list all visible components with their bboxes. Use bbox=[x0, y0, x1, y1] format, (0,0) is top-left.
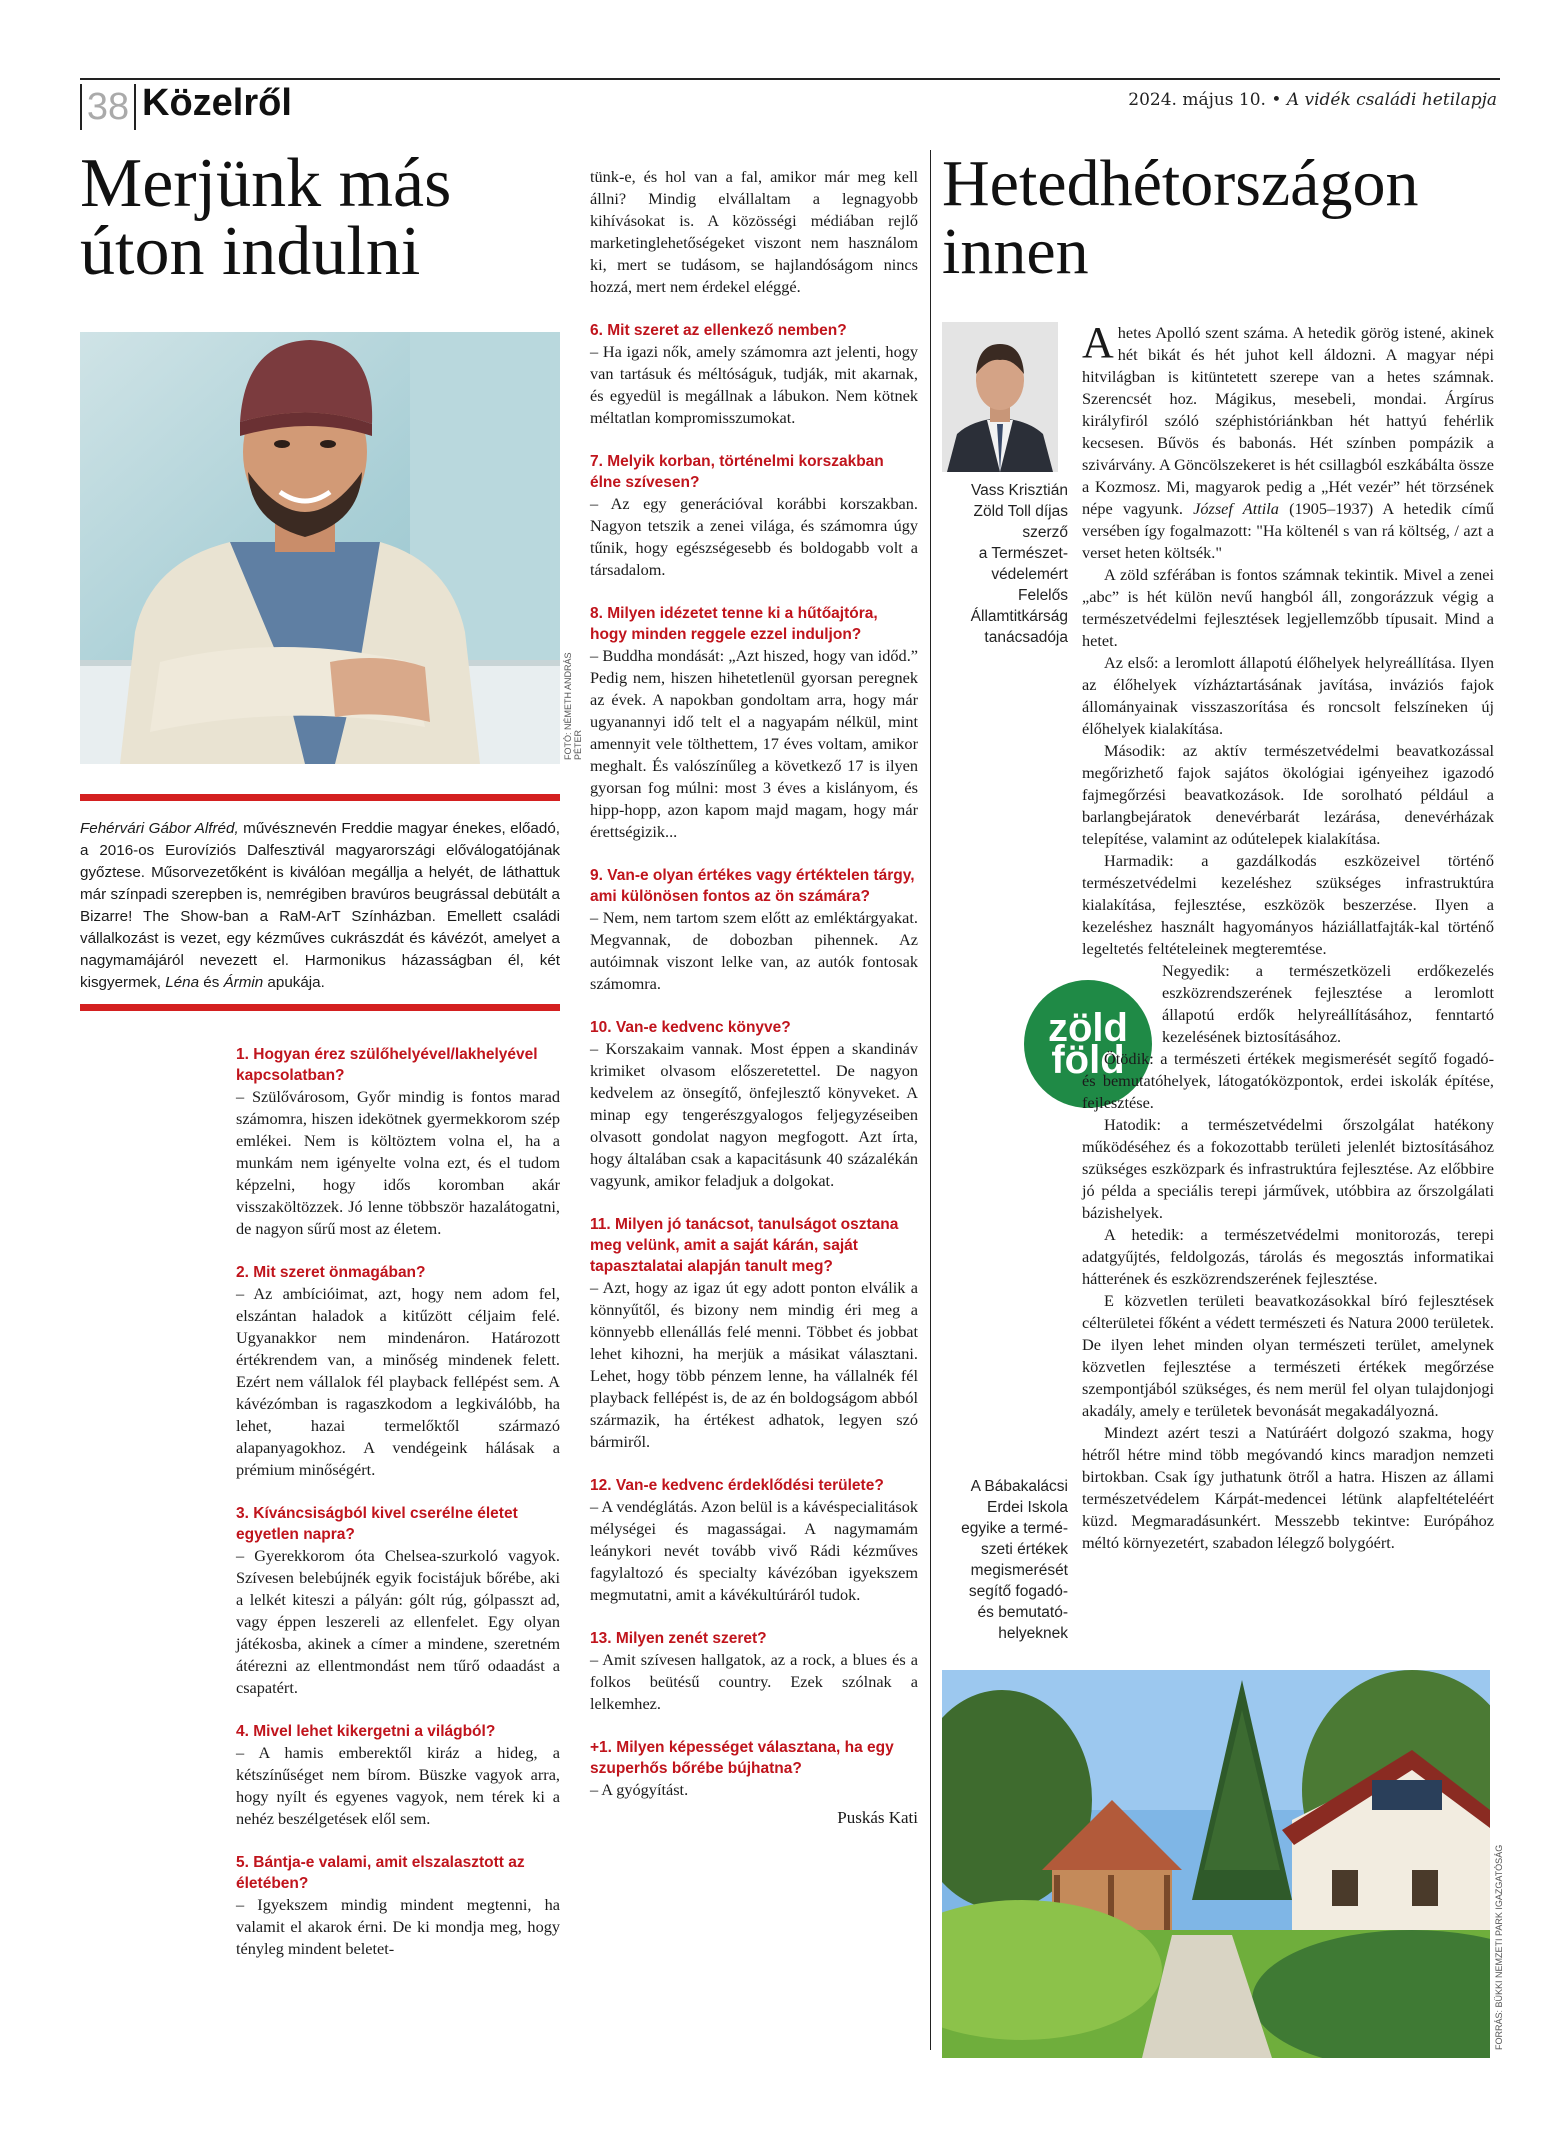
image-caption-line: megismerését bbox=[970, 1562, 1068, 1579]
qa-item bbox=[590, 1628, 918, 1715]
answer: – Gyerekkorom óta Chelsea-szurkoló vagyok. Szívesen belebújnék egyik focistájuk bőrébe, aki a lelkét kiteszi a pályán: gólt rúg, gólpasszt ad, vagy éppen leszereli az ellenfelet. Egy olyan játékosba, akinek a címer a mindene, szeretném átérezni az ellentmondást nem tűrő odaadást a csapatért. bbox=[236, 1546, 560, 1697]
image-caption-line: helyeknek bbox=[998, 1625, 1068, 1642]
interview-headline bbox=[80, 145, 452, 290]
question-number: 4. bbox=[236, 1723, 249, 1740]
question bbox=[590, 1628, 918, 1649]
question-number: +1. bbox=[590, 1739, 612, 1756]
author-caption-line: Felelős bbox=[1018, 587, 1068, 604]
author-signature: Puskás Kati bbox=[837, 1808, 918, 1827]
question-text: Kíváncsiságból kivel cserélne életet egyetlen napra? bbox=[236, 1505, 518, 1543]
question-text: Mit szeret az ellenkező nemben? bbox=[607, 322, 847, 339]
author-caption-line: szerző bbox=[1022, 524, 1068, 541]
question-text: Van-e kedvenc érdeklődési területe? bbox=[615, 1477, 884, 1494]
column-paragraph-10: E közvetlen területi beavatkozásokkal bíró fejlesztések célterületei főként a védett természeti és Natura 2000 területek. De ilyen lehet minden olyan természeti terület, amelynek közvetlen fejlesztése a természeti értékek megőrzése szempontjából szükséges, és nem merül fel olyan tulajdonjogi akadály, amely e területek bevonását megakadályozná. bbox=[1082, 1291, 1494, 1420]
dateline bbox=[1128, 90, 1497, 110]
forest-school-caption bbox=[942, 1476, 1068, 1644]
image-caption-line: segítő fogadó- bbox=[968, 1583, 1068, 1600]
answer: – Nem, nem tartom szem előtt az emléktárgyakat. Megvannak, de dobozban pihennek. Az autóimnak viszont lelke van, az autók fontosak számomra. bbox=[590, 908, 918, 993]
portrait-photo-credit: FOTÓ: NÉMETH ANDRÁS PÉTER bbox=[563, 652, 583, 760]
column-paragraph-11: Mindezt azért teszi a Natúráért dolgozó szakma, hogy hétről hétre mind több megóvandó kincs maradjon nemzeti birtokban. Csak így juthatunk ötről a hatra. Hiszen az állami természetvédelem Kárpát-medencei létünk alapfeltételéért küzd. Megmaradásunkért. Messzebb tekintve: Európához méltó környezetért, szabadon lélegző bolygóért. bbox=[1082, 1423, 1494, 1552]
image-caption-line: A Bábakalácsi bbox=[970, 1478, 1068, 1495]
column-body bbox=[1082, 318, 1495, 1554]
column-paragraph-5: Harmadik: a gazdálkodás eszközeivel történő természetvédelmi kezeléshez szükséges infrastruktúra kialakítása, fejlesztése, eszközök beszerzése. Ilyen a kezeléshez használt hagyományos háziállatfajták-kal történő legeltetés feltételeinek megteremtése. bbox=[1082, 851, 1494, 958]
question-number: 8. bbox=[590, 605, 603, 622]
portrait-illustration bbox=[80, 332, 560, 764]
qa-item bbox=[590, 1475, 918, 1606]
section-title: Közelről bbox=[142, 82, 292, 124]
column-headline bbox=[942, 147, 1419, 288]
image-caption-line: Erdei Iskola bbox=[987, 1499, 1068, 1516]
author-caption-line: védelemért bbox=[991, 566, 1068, 583]
answer: – Azt, hogy az igaz út egy adott ponton elválik a könnyűtől, és bizony nem mindig éri meg a könnyebb ellenállás felé menni. Többet és jobbat lehet kihozni, ha merjük a másikat választani. Lehet, hogy több pénzem lenne, ha vállalnék fél playback fellépést is, de az én boldogságom abból származik, ha értékest adhatok, legyen szó bármiről. bbox=[590, 1278, 918, 1451]
dateline-bullet: • bbox=[1271, 90, 1282, 110]
answer: – Az egy generációval korábbi korszakban. Nagyon tetszik a zenei világa, és számomra úgy tűnik, hogy egészségesebb és boldogabb volt a társadalom. bbox=[590, 494, 918, 579]
qa-item bbox=[236, 1721, 560, 1830]
publication-tagline: A vidék családi hetilapja bbox=[1286, 90, 1497, 110]
question bbox=[236, 1044, 560, 1086]
bio-child-2: Ármin bbox=[223, 974, 264, 991]
qa-item bbox=[590, 320, 918, 429]
qa-item bbox=[236, 1044, 560, 1240]
qa-item bbox=[236, 1852, 560, 1960]
column-paragraph-6: Negyedik: a természetközeli erdőkezelés eszközrendszerének fejlesztése a leromlott állapotú erdők helyreállításához, fenntartó kezelésének biztosításához. bbox=[1162, 961, 1494, 1046]
question-number: 12. bbox=[590, 1477, 612, 1494]
question-text: Van-e kedvenc könyve? bbox=[615, 1019, 791, 1036]
question-text: Milyen idézetet tenne ki a hűtőajtóra, hogy minden reggele ezzel induljon? bbox=[590, 605, 878, 643]
answer: – Amit szívesen hallgatok, az a rock, a blues és a folkos beütésű country. Ezek szólnak a lelkemhez. bbox=[590, 1650, 918, 1713]
answer: – Az ambícióimat, azt, hogy nem adom fel, elszántan haladok a kitűzött céljaim felé. Ugyanakkor nem mindenáron. Határozott értékrendem van, a minőség mindenek felett. Ezért nem vállalok fél playback fellépést sem. A kávézómban is ragaszkodom a legkiválóbb, ha lehet, hazai termelőktől származó alapanyagokhoz. A vendégeink hálásak a prémium minőségért. bbox=[236, 1284, 560, 1479]
question-text: Mit szeret önmagában? bbox=[253, 1264, 426, 1281]
qa-item bbox=[590, 1214, 918, 1453]
column-paragraph-4: Második: az aktív természetvédelmi beavatkozással megőrizhető fajok sajátos ökológiai igényeihez igazodó fajmegőrzési beavatkozások. Ide sorolható például a barlangbejáratok denevérbarát lezárása, denevérházak telepítése, valamint az odútelepek kialakítása. bbox=[1082, 741, 1494, 848]
author-caption-lines bbox=[942, 480, 1068, 648]
question-text: Mivel lehet kikergetni a világból? bbox=[253, 1723, 496, 1740]
bio-bottom-rule bbox=[80, 1004, 560, 1011]
bio-name: Fehérvári Gábor Alfréd, bbox=[80, 820, 239, 837]
answer: – Buddha mondását: „Azt hiszed, hogy van időd.” Pedig nem, hiszen hihetetlenül gyorsan peregnek az évek. A napokban gondoltam arra, hogy már ugyanannyi idő telt el a nagyapám nélkül, mint amennyit vele tölthettem, 17 éves voltam, amikor meghalt. És valószínűleg a következő 17 is ilyen gyorsan fog múlni: most 3 éves a kislányom, és hipp-hopp, azon kapom majd magam, hogy már érettségizik... bbox=[590, 646, 918, 841]
image-caption-lines bbox=[942, 1476, 1068, 1644]
column-headline-line-2: innen bbox=[942, 215, 1089, 288]
bio-child-1: Léna bbox=[165, 974, 200, 991]
question-number: 11. bbox=[590, 1216, 611, 1233]
question bbox=[590, 1214, 918, 1277]
qa-item bbox=[590, 1737, 918, 1801]
author-caption-line: Vass Krisztián bbox=[970, 482, 1068, 499]
qa-item bbox=[590, 1017, 918, 1192]
bio-text: művésznevén Freddie magyar énekes, előadó, a 2016-os Eurovíziós Dalfesztivál magyarországi előválogatójának győztese. Műsorvezetőként is kiválóan megállja a helyét, de láthattuk már színpadi szerepben is, nemrégiben bravúros beugrással debütált a Bizarre! The Show-ban a RaM-ArT Színházban. Emellett családi vállalkozást is vezet, egy kézműves cukrászdát és kávézót, amelyet a nagymamájáról nevezett el. Harmonikus házasságban él, két kisgyermek, bbox=[80, 820, 560, 991]
question bbox=[590, 1475, 918, 1496]
bio-top-rule bbox=[80, 794, 560, 801]
question-text: Hogyan érez szülőhelyével/lakhelyével kapcsolatban? bbox=[236, 1046, 538, 1084]
answer: – Igyekszem mindig mindent megtenni, ha valamit el akarok érni. De ki mondja meg, hogy tényleg mindent beletet- bbox=[236, 1895, 560, 1958]
question-text: Milyen jó tanácsot, tanulságot osztana meg velünk, amit a saját kárán, saját tapasztalatai alapján tanult meg? bbox=[590, 1216, 899, 1275]
forest-school-illustration bbox=[942, 1670, 1490, 2058]
headline-line-1: Merjünk más bbox=[80, 145, 452, 222]
author-caption-line: tanácsadója bbox=[984, 629, 1068, 646]
image-caption-line: egyike a termé- bbox=[961, 1520, 1068, 1537]
question-text: Melyik korban, történelmi korszakban élne szívesen? bbox=[590, 453, 884, 491]
image-caption-line: és bemutató- bbox=[977, 1604, 1068, 1621]
answer: – A hamis emberektől kiráz a hideg, a kétszínűséget nem bírom. Büszke vagyok arra, hogy nyílt és egyenes vagyok, nem térek ki a nehéz beszélgetések elől sem. bbox=[236, 1743, 560, 1828]
headline-line-2: úton indulni bbox=[80, 213, 421, 290]
question bbox=[590, 451, 918, 493]
answer: – Korszakaim vannak. Most éppen a skandináv krimiket olvasom előszeretettel. De nagyon kedvelem az önsegítő, önfejlesztő könyveket. A minap egy tengerészgyalogos feljegyzéseiben olvasott gondolat nagyon megfogott. Azt írta, hogy általában csak a kapacitásunk 40 százalékán vagyunk, amikor feladjuk a dolgokat. bbox=[590, 1039, 918, 1190]
qa-item bbox=[590, 865, 918, 995]
question-number: 2. bbox=[236, 1264, 249, 1281]
qa-item bbox=[590, 451, 918, 581]
dropcap: A bbox=[1082, 318, 1114, 367]
portrait-photo bbox=[80, 332, 560, 764]
answer: – A vendéglátás. Azon belül is a kávéspecialitások mélységei és magasságai. A nagymamám leánykori nevét tovább vivő Rádi kézműves fagylaltozó és specialty kávézóban igyekszem megmutatni, amit a kávékultúráról tudok. bbox=[590, 1497, 918, 1604]
author-caption-line: Zöld Toll díjas bbox=[973, 503, 1068, 520]
page-number: 38 bbox=[80, 84, 136, 130]
answer: – Ha igazi nők, amely számomra azt jelenti, hogy van tartásuk és méltóságuk, tudják, mit akarnak, és egyedül is megállnak a lábukon. Nem kötnek méltatlan kompromisszumokat. bbox=[590, 342, 918, 427]
column-paragraph-3: Az első: a leromlott állapotú élőhelyek helyreállítása. Ilyen az élőhelyek vízháztartásának javítása, inváziós fajok állományainak visszaszorítása és roncsolt felszíneken új élőhelyek kialakítása. bbox=[1082, 653, 1494, 738]
interview-column-1 bbox=[236, 1044, 560, 1982]
question bbox=[590, 1737, 918, 1779]
image-caption-line: szeti értékek bbox=[980, 1541, 1068, 1558]
bio-end: apukája. bbox=[263, 974, 325, 991]
qa-item bbox=[236, 1503, 560, 1699]
forest-school-photo bbox=[942, 1670, 1490, 2058]
author-caption-line: Államtitkárság bbox=[970, 608, 1068, 625]
poet-name: József Attila bbox=[1193, 499, 1279, 518]
column-divider bbox=[930, 150, 931, 2050]
qa-list-col1 bbox=[236, 1044, 560, 1960]
author-caption-line: a Természet- bbox=[978, 545, 1068, 562]
question-number: 5. bbox=[236, 1854, 249, 1871]
column-paragraph-2: A zöld szférában is fontos számnak tekintik. Mivel a zenei „abc” is hét külön nevű hangból áll, zongorázzuk végig a természetvédelmi fejlesztések legjellemzőbb típusait. Mind a hetet. bbox=[1082, 565, 1494, 650]
column-paragraph-9: A hetedik: a természetvédelmi monitorozás, terepi adatgyűjtés, feldolgozás, tárolás és megosztás informatikai hátterének és eszközrendszerének fejlesztése. bbox=[1082, 1225, 1494, 1288]
answer: – A gyógyítást. bbox=[590, 1780, 689, 1799]
question-number: 3. bbox=[236, 1505, 249, 1522]
question bbox=[590, 320, 918, 341]
question bbox=[590, 603, 918, 645]
question-text: Bántja-e valami, amit elszalasztott az életében? bbox=[236, 1854, 525, 1892]
answer: – Szülővárosom, Győr mindig is fontos marad számomra, hiszen idekötnek gyermekkorom szép emlékei. Nem is költöztem volna el, ha a munkám nem igényelte volna ezt, és el tudom képzelni, hogy idős koromban akár visszaköltözzek. Jó lenne többször hazalátogatni, de nagyon sűrű most az életem. bbox=[236, 1087, 560, 1238]
badge-line-2: föld bbox=[1051, 1038, 1125, 1082]
author-caption bbox=[942, 480, 1068, 648]
question bbox=[236, 1852, 560, 1894]
question bbox=[236, 1503, 560, 1545]
question bbox=[236, 1721, 560, 1742]
column-paragraph-1 bbox=[1082, 318, 1495, 564]
question-text: Milyen zenét szeret? bbox=[615, 1630, 767, 1647]
question-number: 13. bbox=[590, 1630, 612, 1647]
question bbox=[590, 1017, 918, 1038]
column-paragraph-8: Hatodik: a természetvédelmi őrszolgálat hatékony működéséhez és a fokozottabb területi jelenlét biztosításához szükséges eszközpark és infrastruktúra fejlesztése. Az előbbire jó példa a speciális terepi járművek, utóbbira az őrszolgálati bázishelyek. bbox=[1082, 1115, 1494, 1222]
question-number: 9. bbox=[590, 867, 603, 884]
qa-list-col2 bbox=[590, 320, 918, 1801]
column-paragraph-1-text: hetes Apolló szent száma. A hetedik görög istené, akinek hét bikát és hét juhot kell áldozni. A magyar népi hitvilágban is kitüntetett szerepe van a hetes számnak. Szerencsét hoz. Mágikus, mesebeli, mondai. Árgírus királyfiról szóló széphistóriánkban hét hattyú fehérlik kecsesen. Bűvös és babonás. Hét színben pompázik a szivárvány. A Göncölszekeret is hét csillagból eszkábálta össze a Kozmosz. Mi, magyarok pedig a „Hét vezér” hét törzsének népe vagyunk. bbox=[1082, 323, 1494, 518]
issue-date: 2024. május 10. bbox=[1128, 90, 1266, 110]
question-number: 6. bbox=[590, 322, 603, 339]
question-text: Milyen képességet választana, ha egy szuperhős bőrébe bújhatna? bbox=[590, 1739, 894, 1777]
column-paragraph-7: Ötödik: a természeti értékek megismerését segítő fogadó- és bemutatóhelyek, látogatóközpontok, erdei iskolák építése, fejlesztése. bbox=[1082, 1049, 1494, 1112]
question-text: Van-e olyan értékes vagy értéktelen tárgy, ami különösen fontos az ön számára? bbox=[590, 867, 915, 905]
qa-item bbox=[236, 1262, 560, 1481]
question-number: 7. bbox=[590, 453, 603, 470]
continuation-text: tünk-e, és hol van a fal, amikor már meg kell állni? Mindig elvállaltam a legnagyobb kihívásokat is. A közösségi médiában rejlő marketinglehetőségeket viszont nem használom ki, mert se tudásom, se hajlandóságom nincs hozzá, mert nem érdekel eléggé. bbox=[590, 167, 918, 296]
bio-and: és bbox=[199, 974, 224, 991]
question-number: 1. bbox=[236, 1046, 249, 1063]
interview-column-2 bbox=[590, 166, 918, 1829]
bio-paragraph bbox=[80, 818, 560, 994]
question bbox=[590, 865, 918, 907]
author-photo bbox=[942, 322, 1058, 472]
badge-line-1: zöld bbox=[1048, 1006, 1128, 1050]
column-headline-line-1: Hetedhétországon bbox=[942, 147, 1419, 220]
forest-photo-credit: FORRÁS: BÜKKI NEMZETI PARK IGAZGATÓSÁG bbox=[1494, 1844, 1504, 2050]
column-paragraph-1-end: (1905–1937) A hetedik című versében így fogalmazott: "Ha költenél s van rá költség, / azt a verset heten költsék." bbox=[1082, 499, 1495, 562]
question-number: 10. bbox=[590, 1019, 612, 1036]
qa-item bbox=[590, 603, 918, 843]
author-illustration bbox=[942, 322, 1058, 472]
header-rule bbox=[80, 78, 1500, 80]
question bbox=[236, 1262, 560, 1283]
